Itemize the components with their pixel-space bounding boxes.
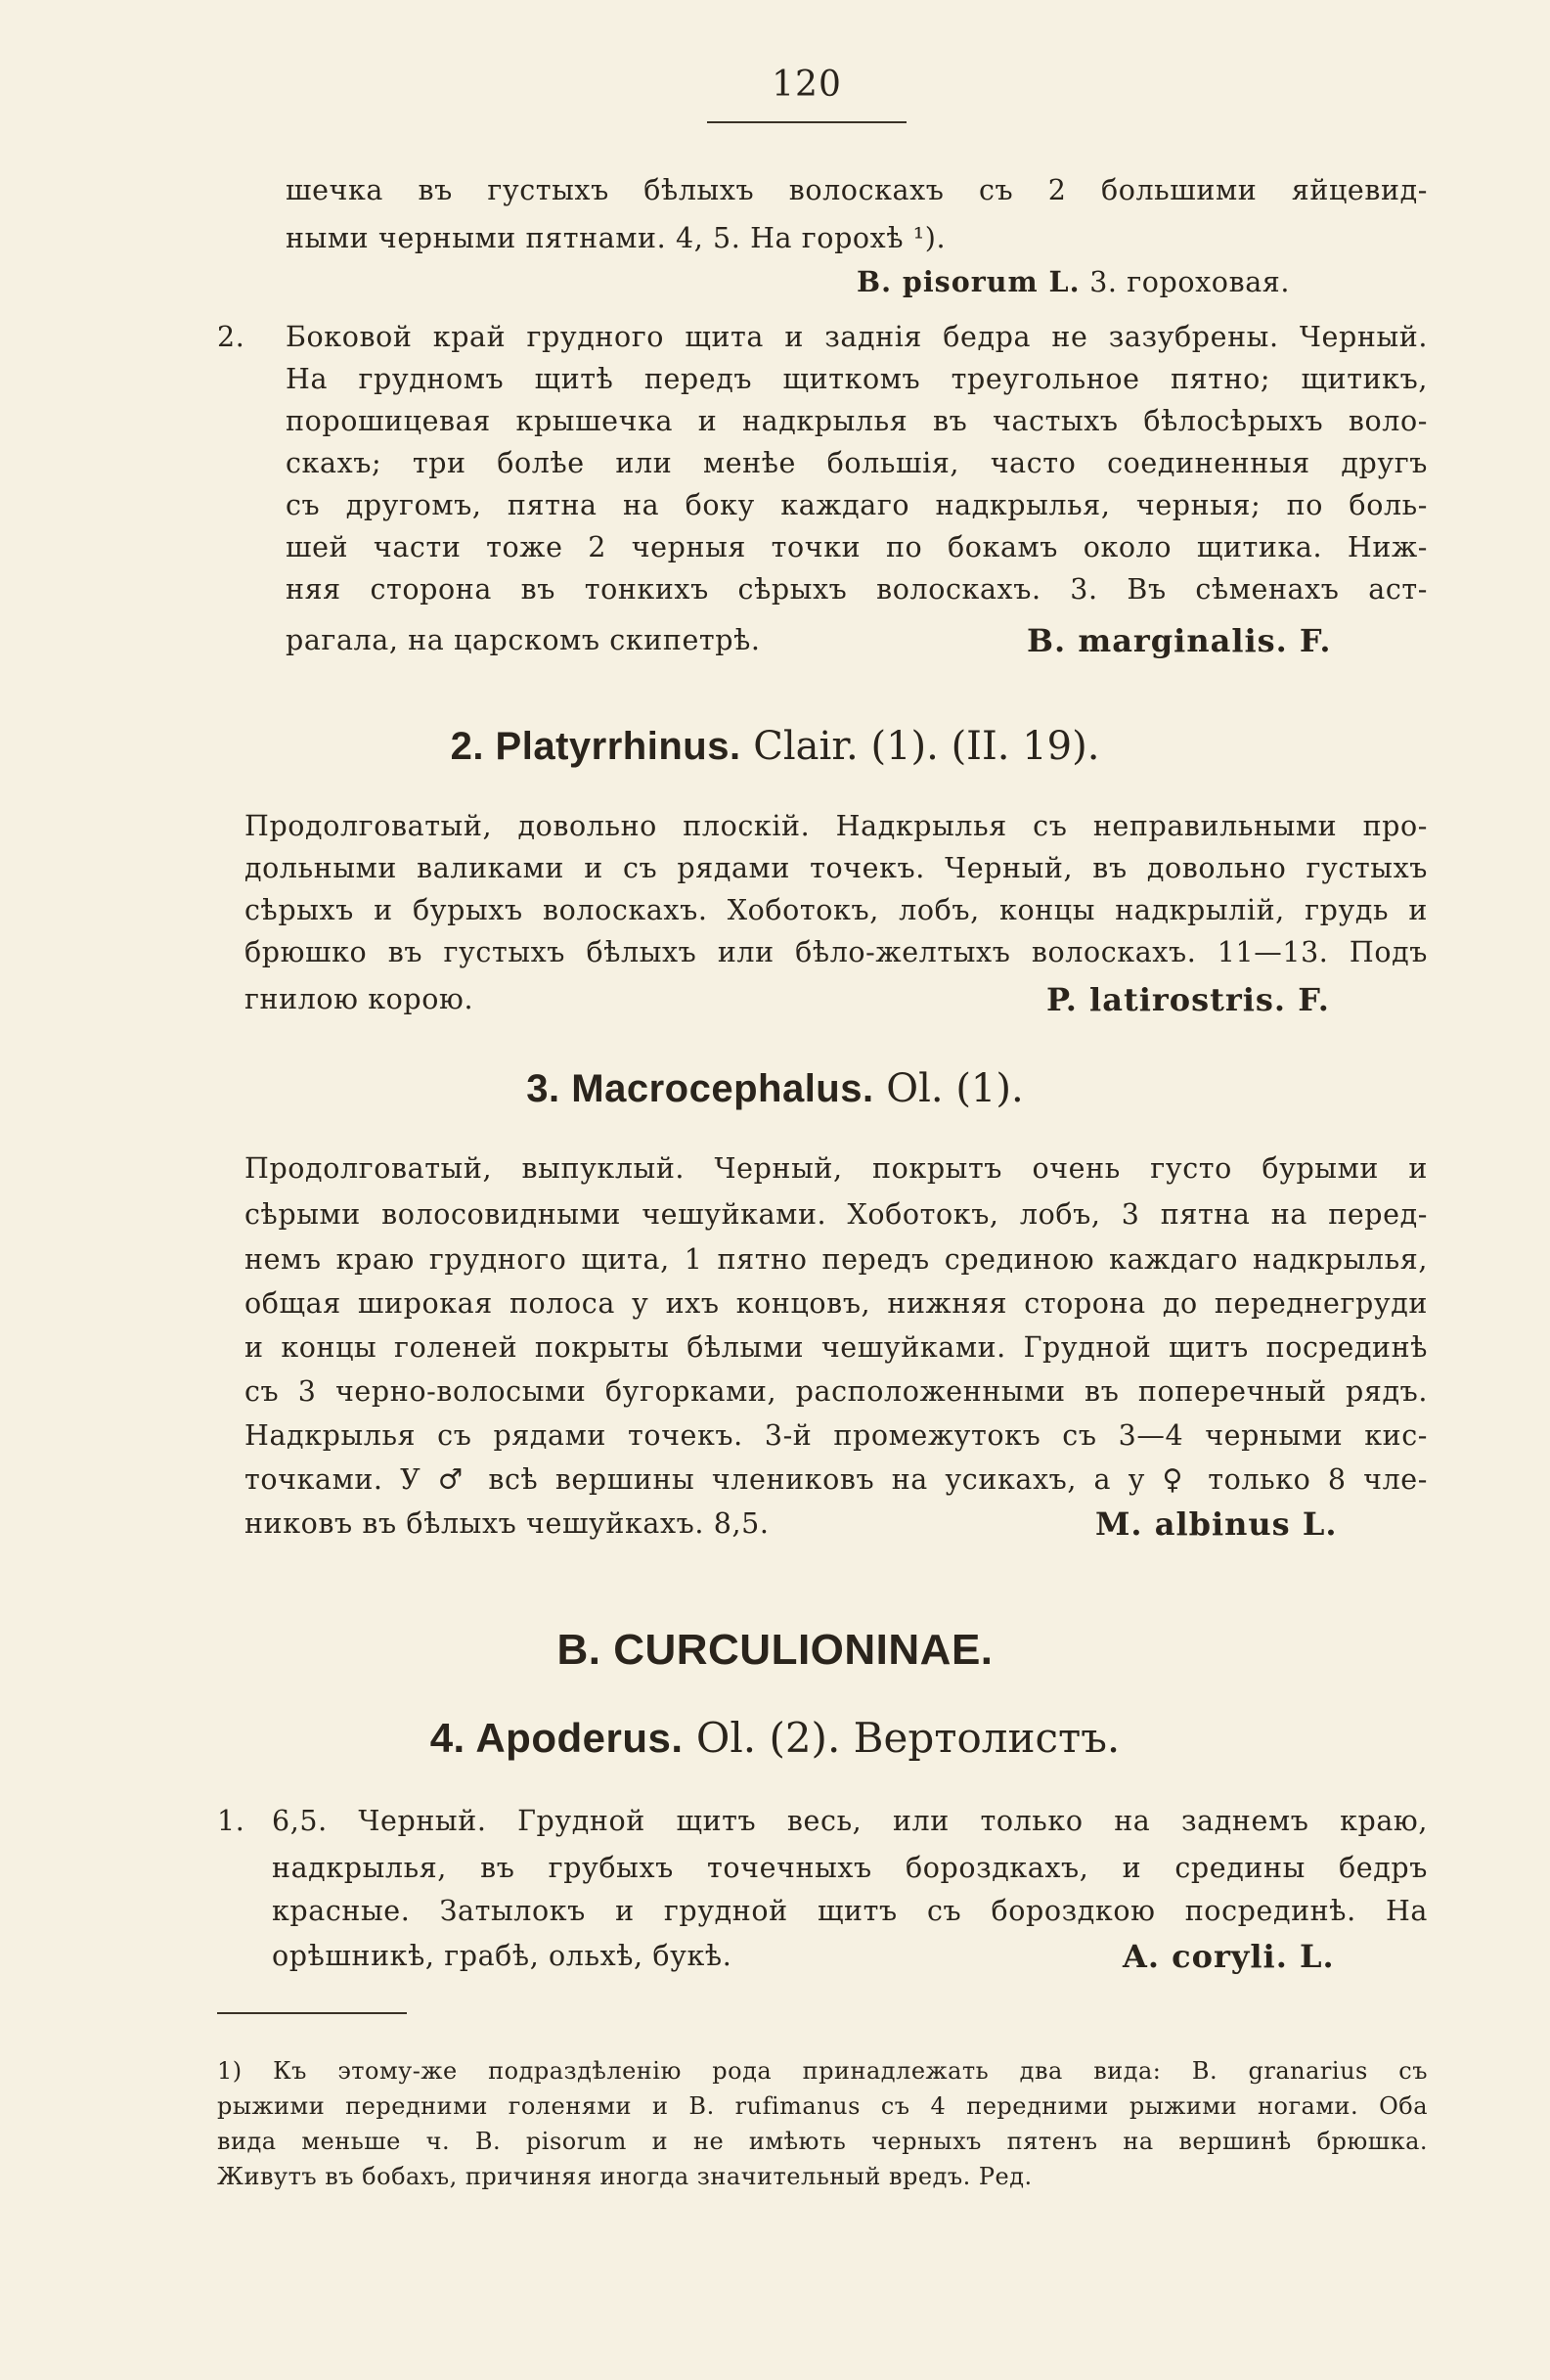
genus-authority: Clair. (1). (II. 19). (740, 724, 1100, 769)
paragraph-line: сѣрыми волосовидными чешуйками. Хоботокъ, лобъ, 3 пятна на перед- (244, 1198, 1428, 1231)
paragraph-line: шечка въ густыхъ бѣлыхъ волоскахъ съ 2 большими яйцевид- (286, 174, 1428, 206)
paragraph-line: 6,5. Черный. Грудной щитъ весь, или только на заднемъ краю, (272, 1805, 1428, 1837)
paragraph-line: дольными валиками и съ рядами точекъ. Черный, въ довольно густыхъ (244, 852, 1428, 884)
paragraph-line: точками. У ♂ всѣ вершины члениковъ на усикахъ, а у ♀ только 8 чле- (244, 1463, 1428, 1496)
paragraph-line: орѣшникѣ, грабѣ, ольхѣ, букѣ. (272, 1940, 732, 1972)
footnote-rule (217, 2012, 407, 2014)
footnote-line: вида меньше ч. B. pisorum и не имѣють черныхъ пятенъ на вершинѣ брюшка. (217, 2128, 1428, 2155)
paragraph-line: гнилою корою. (244, 983, 474, 1015)
paragraph-line: и концы голеней покрыты бѣлыми чешуйками. Грудной щитъ посрединѣ (244, 1331, 1428, 1364)
genus-heading (0, 1062, 1550, 1115)
genus-heading (0, 720, 1550, 773)
genus-name: 4. Apoderus. (429, 1715, 684, 1761)
footnote-line: рыжими передними голенями и B. rufimanus съ 4 передними рыжими ногами. Оба (217, 2092, 1428, 2120)
item-number: 2. (217, 321, 245, 353)
paragraph-line: шей части тоже 2 черныя точки по бокамъ около щитика. Ниж- (286, 531, 1428, 563)
paragraph-line: съ другомъ, пятна на боку каждаго надкрылья, черныя; по боль- (286, 489, 1428, 521)
paragraph-line: надкрылья, въ грубыхъ точечныхъ бороздкахъ, и средины бедръ (272, 1852, 1428, 1884)
species-common-name: 3. гороховая. (1080, 266, 1291, 298)
item-number: 1. (217, 1805, 245, 1837)
footnote-line: Живутъ въ бобахъ, причиняя иногда значительный вредъ. Ред. (217, 2163, 1033, 2190)
paragraph-line: Продолговатый, выпуклый. Черный, покрытъ очень густо бурыми и (244, 1152, 1428, 1185)
paragraph-line: съ 3 черно-волосыми бугорками, расположенными въ поперечный рядъ. (244, 1375, 1428, 1408)
species-name: B. pisorum L. (857, 265, 1081, 298)
species-name: B. marginalis. F. (1027, 622, 1332, 659)
paragraph-line: никовъ въ бѣлыхъ чешуйкахъ. 8,5. (244, 1507, 770, 1540)
genus-authority: Ol. (1). (873, 1066, 1024, 1111)
genus-name: 2. Platyrrhinus. (450, 725, 741, 768)
species-name: M. albinus L. (1095, 1505, 1338, 1543)
footnote-line: 1) Къ этому-же подраздѣленію рода принадлежать два вида: B. granarius съ (217, 2057, 1428, 2085)
paragraph-line: красные. Затылокъ и грудной щитъ съ бороздкою посрединѣ. На (272, 1895, 1428, 1927)
paragraph-line: рагала, на царскомъ скипетрѣ. (286, 624, 761, 656)
genus-authority: Ol. (2). Вертолистъ. (683, 1714, 1121, 1762)
paragraph-line: общая широкая полоса у ихъ концовъ, нижняя сторона до переднегруди (244, 1287, 1428, 1320)
page-number: 120 (772, 65, 842, 105)
paragraph-line: сѣрыхъ и бурыхъ волоскахъ. Хоботокъ, лобъ, концы надкрылій, грудь и (244, 894, 1428, 926)
genus-heading (0, 1712, 1550, 1765)
paragraph-line: Продолговатый, довольно плоскій. Надкрылья съ неправильными про- (244, 810, 1428, 842)
genus-name: 3. Macrocephalus. (526, 1067, 874, 1110)
paragraph-line: брюшко въ густыхъ бѣлыхъ или бѣло-желтыхъ волоскахъ. 11—13. Подъ (244, 936, 1428, 968)
paragraph-line: скахъ; три болѣе или менѣе большія, часто соединенныя другъ (286, 447, 1428, 479)
paragraph-line: порошицевая крышечка и надкрылья въ частыхъ бѣлосѣрыхъ воло- (286, 405, 1428, 437)
paragraph-line: Боковой край грудного щита и заднія бедра не зазубрены. Черный. (286, 321, 1428, 353)
subfamily-heading: B. CURCULIONINAE. (556, 1626, 994, 1674)
paragraph-line: ными черными пятнами. 4, 5. На горохѣ ¹). (286, 222, 947, 254)
species-name: A. coryli. L. (1123, 1938, 1335, 1975)
paragraph-line: няя сторона въ тонкихъ сѣрыхъ волоскахъ. 3. Въ сѣменахъ аст- (286, 573, 1428, 606)
paragraph-line: Надкрылья съ рядами точекъ. 3-й промежутокъ съ 3—4 черными кис- (244, 1419, 1428, 1452)
species-name: P. latirostris. F. (1046, 981, 1330, 1018)
page-number-rule (707, 121, 907, 123)
paragraph-line: немъ краю грудного щита, 1 пятно передъ срединою каждаго надкрылья, (244, 1243, 1428, 1276)
species-line (857, 262, 1290, 302)
paragraph-line: На грудномъ щитѣ передъ щиткомъ треугольное пятно; щитикъ, (286, 363, 1428, 395)
